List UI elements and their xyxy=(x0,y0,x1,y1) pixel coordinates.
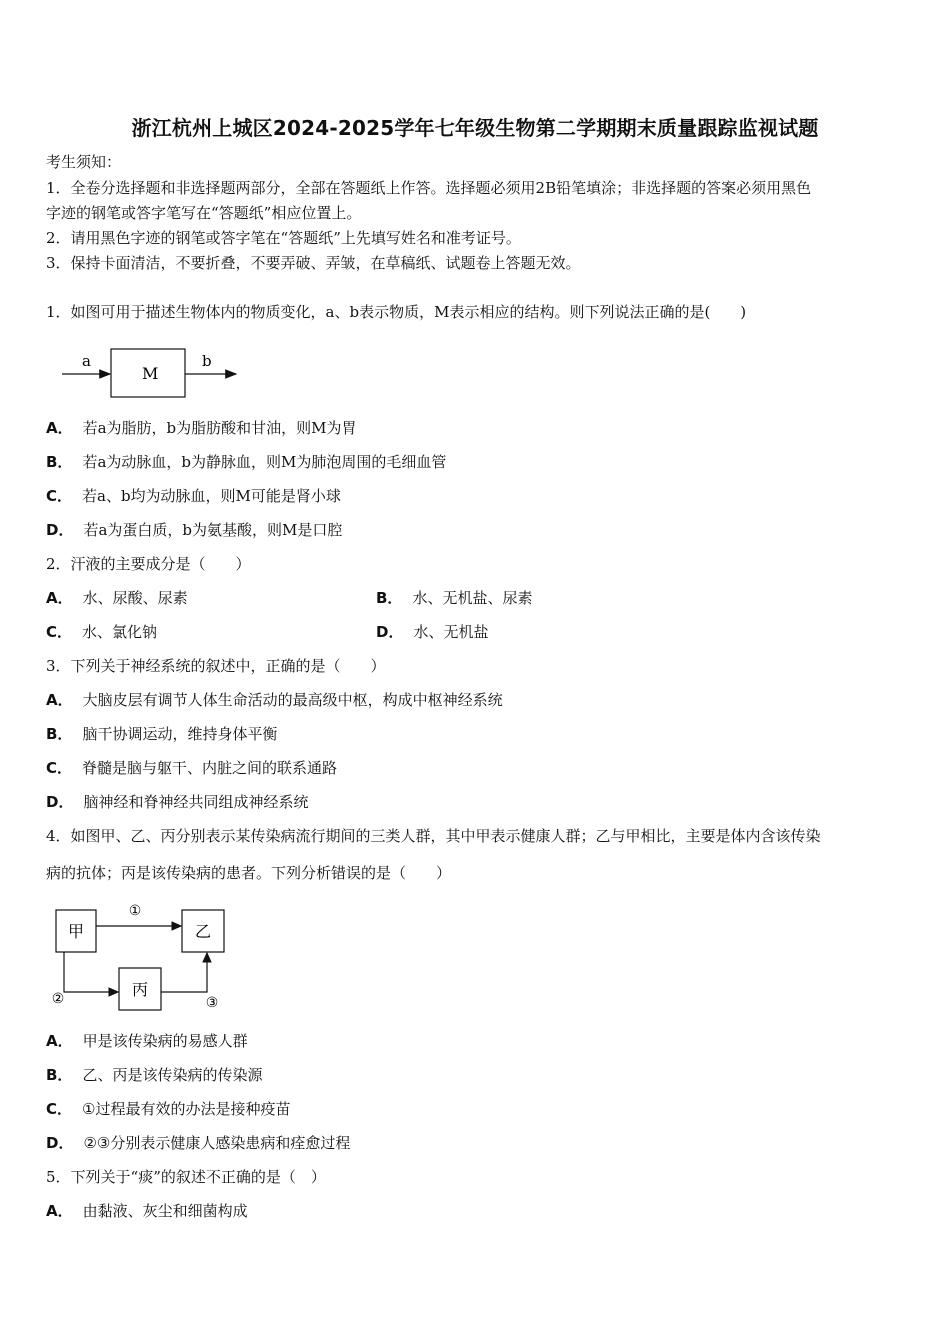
option-letter: A． xyxy=(46,589,73,607)
box-jia-label: 甲 xyxy=(67,922,85,941)
q1-box-label: M xyxy=(142,364,159,383)
q4-option-a xyxy=(46,1031,248,1051)
option-text: ①过程最有效的办法是接种疫苗 xyxy=(82,1100,291,1118)
q2-stem: 2．汗液的主要成分是（ ） xyxy=(46,555,251,573)
box-yi-label: 乙 xyxy=(194,922,212,941)
option-text: ②③分别表示健康人感染患病和痊愈过程 xyxy=(83,1134,351,1152)
option-letter: D． xyxy=(46,793,74,811)
q1-out-label: b xyxy=(202,352,212,370)
q1-option-b xyxy=(46,452,446,472)
option-letter: A． xyxy=(46,419,73,437)
q1-diagram xyxy=(60,344,250,406)
option-text: 若a为脂肪，b为脂肪酸和甘油，则M为胃 xyxy=(82,419,357,437)
option-letter: C． xyxy=(46,1100,73,1118)
q1-stem: 1．如图可用于描述生物体内的物质变化，a、b表示物质，M表示相应的结构。则下列说法正确的是( ) xyxy=(46,303,747,321)
option-text: 若a为动脉血，b为静脉血，则M为肺泡周围的毛细血管 xyxy=(82,453,447,471)
exam-title: 浙江杭州上城区2024-2025学年七年级生物第二学期期末质量跟踪监视试题 xyxy=(131,116,819,140)
arrow-3-label: ③ xyxy=(205,995,219,1011)
notice-item: 2．请用黑色字迹的钢笔或答字笔在“答题纸”上先填写姓名和准考证号。 xyxy=(46,229,521,247)
option-text: 甲是该传染病的易感人群 xyxy=(82,1032,248,1050)
q1-option-a xyxy=(46,418,357,438)
q1-option-d xyxy=(46,520,342,540)
option-letter: A． xyxy=(46,1032,73,1050)
q5-option-a xyxy=(46,1201,248,1221)
option-letter: B． xyxy=(376,589,403,607)
box-bing-label: 丙 xyxy=(131,980,149,999)
option-text: 若a、b均为动脉血，则M可能是肾小球 xyxy=(82,487,341,505)
option-letter: C． xyxy=(46,623,73,641)
q2-option-d xyxy=(376,622,488,642)
q2-option-b xyxy=(376,588,532,608)
q3-option-b xyxy=(46,724,277,744)
notice-item: 字迹的钢笔或答字笔写在“答题纸”相应位置上。 xyxy=(46,204,362,222)
option-letter: A． xyxy=(46,691,73,709)
q2-option-a xyxy=(46,588,188,608)
option-letter: A． xyxy=(46,1202,73,1220)
option-text: 由黏液、灰尘和细菌构成 xyxy=(82,1202,248,1220)
q3-option-d xyxy=(46,792,308,812)
option-letter: D． xyxy=(46,1134,74,1152)
option-letter: B． xyxy=(46,453,73,471)
arrow-2-label: ② xyxy=(51,991,65,1007)
option-text: 乙、丙是该传染病的传染源 xyxy=(82,1066,263,1084)
q3-option-a xyxy=(46,690,503,710)
q1-option-c xyxy=(46,486,341,506)
option-letter: D． xyxy=(46,521,74,539)
q4-option-b xyxy=(46,1065,262,1085)
q4-option-d xyxy=(46,1133,350,1153)
q3-stem: 3．下列关于神经系统的叙述中，正确的是（ ） xyxy=(46,657,386,675)
option-text: 脑干协调运动，维持身体平衡 xyxy=(82,725,278,743)
option-text: 水、无机盐、尿素 xyxy=(412,589,533,607)
notice-heading: 考生须知： xyxy=(46,153,122,171)
option-letter: C． xyxy=(46,759,73,777)
option-text: 脊髓是脑与躯干、内脏之间的联系通路 xyxy=(82,759,338,777)
option-letter: B． xyxy=(46,725,73,743)
arrow-2 xyxy=(64,952,118,992)
option-text: 脑神经和脊神经共同组成神经系统 xyxy=(83,793,309,811)
q4-diagram xyxy=(46,896,236,1020)
q4-stem-line1: 4．如图甲、乙、丙分别表示某传染病流行期间的三类人群，其中甲表示健康人群；乙与甲相比，主要是体内含该传染 xyxy=(46,827,821,845)
option-text: 若a为蛋白质，b为氨基酸，则M是口腔 xyxy=(83,521,343,539)
option-text: 水、无机盐 xyxy=(413,623,489,641)
option-text: 水、氯化钠 xyxy=(82,623,158,641)
option-letter: B． xyxy=(46,1066,73,1084)
q5-stem: 5．下列关于“痰”的叙述不正确的是（ ） xyxy=(46,1168,326,1186)
notice-item: 3．保持卡面清洁，不要折叠，不要弄破、弄皱，在草稿纸、试题卷上答题无效。 xyxy=(46,254,581,272)
option-text: 水、尿酸、尿素 xyxy=(82,589,188,607)
option-letter: C． xyxy=(46,487,73,505)
arrow-3 xyxy=(161,953,207,992)
q4-option-c xyxy=(46,1099,290,1119)
q3-option-c xyxy=(46,758,337,778)
arrow-1-label: ① xyxy=(128,903,142,919)
notice-item: 1．全卷分选择题和非选择题两部分，全部在答题纸上作答。选择题必须用2B铅笔填涂；非选择题的答案必须用黑色 xyxy=(46,179,812,197)
option-text: 大脑皮层有调节人体生命活动的最高级中枢，构成中枢神经系统 xyxy=(82,691,503,709)
q2-option-c xyxy=(46,622,157,642)
q4-stem-line2: 病的抗体；丙是该传染病的患者。下列分析错误的是（ ） xyxy=(46,864,452,882)
q1-in-label: a xyxy=(82,352,91,370)
option-letter: D． xyxy=(376,623,404,641)
